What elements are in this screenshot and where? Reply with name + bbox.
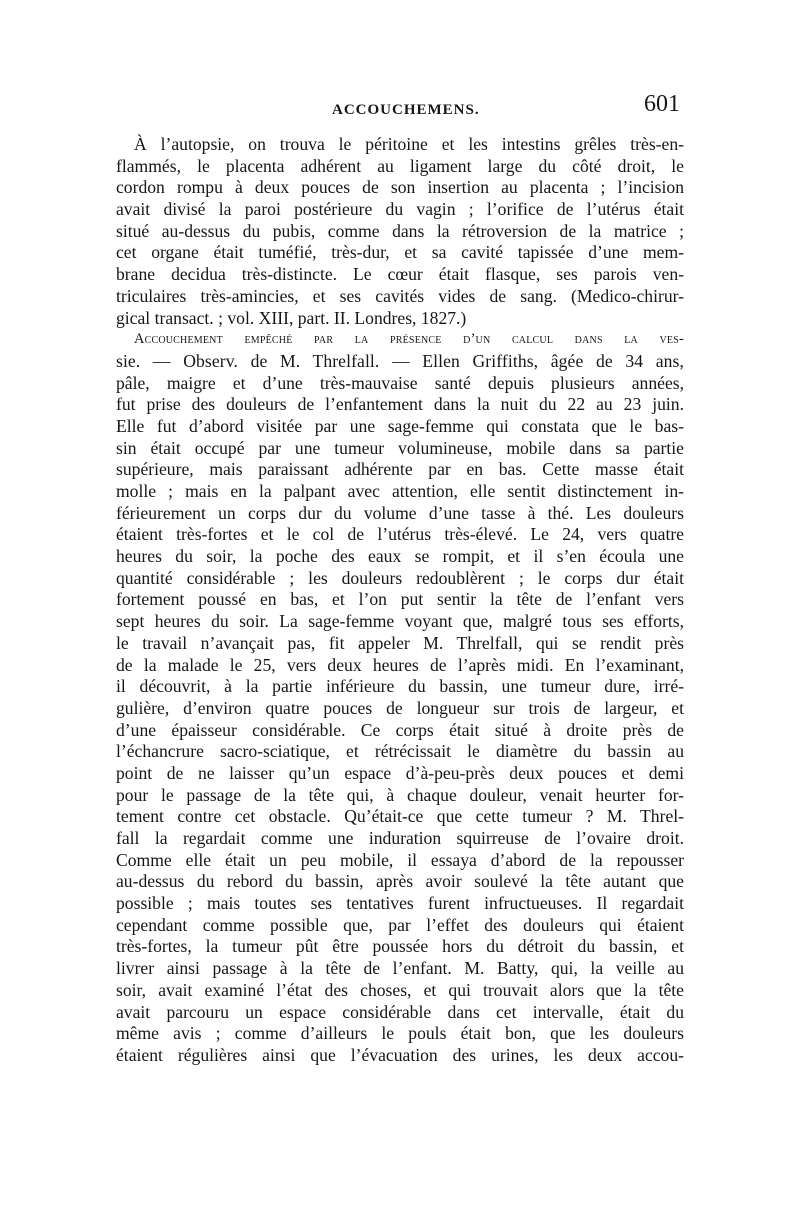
text-line: fall la regardait comme une induration squirreuse de l’ovaire droit.	[116, 828, 684, 848]
text-line: pâle, maigre et d’une très-mauvaise santé depuis plusieurs années,	[116, 372, 684, 393]
text-line: supérieure, mais paraissant adhérente par en bas. Cette masse était	[116, 459, 684, 480]
text-line: sept heures du soir. La sage-femme voyant que, malgré tous ses efforts,	[116, 611, 684, 632]
text-line: gulière, d’environ quatre pouces de longueur sur trois de largeur, et	[116, 697, 684, 718]
text-line: pour le passage de la tête qui, à chaque douleur, venait heurter for-	[116, 784, 684, 805]
text-line: cependant comme possible que, par l’effet des douleurs qui étaient	[116, 914, 684, 935]
text-line: possible ; mais toutes ses tentatives furent infructueuses. Il regardait	[116, 893, 684, 914]
text-line: fut prise des douleurs de l’enfantement dans la nuit du 22 au 23 juin.	[116, 394, 684, 415]
text-line: sie. — Observ. de M. Threlfall. — Ellen Griffiths, âgée de 34 ans,	[116, 350, 684, 371]
text-line: étaient régulières ainsi que l’évacuation des urines, les deux accou-	[116, 1044, 684, 1065]
page-header	[112, 92, 680, 126]
text-line: avait parcouru un espace considérable dans cet intervalle, était du	[116, 1001, 684, 1022]
text-line: fortement poussé en bas, et l’on put sentir la tête de l’enfant vers	[116, 589, 684, 610]
text-line: avait divisé la paroi postérieure du vagin ; l’orifice de l’utérus était	[116, 199, 684, 220]
text-line: situé au-dessus du pubis, comme dans la rétroversion de la matrice ;	[116, 220, 684, 241]
text-line: même avis ; comme d’ailleurs le pouls était bon, que les douleurs	[116, 1023, 684, 1044]
text-line: molle ; mais en la palpant avec attention, elle sentit distinctement in-	[116, 481, 684, 501]
text-line: cordon rompu à deux pouces de son insertion au placenta ; l’incision	[116, 177, 684, 198]
text-line: le travail n’avançait pas, fit appeler M. Threlfall, qui se rendit près	[116, 632, 684, 653]
text-line: cet organe était tuméfié, très-dur, et sa cavité tapissée d’une mem-	[116, 242, 684, 263]
text-line: flammés, le placenta adhérent au ligament large du côté droit, le	[116, 155, 684, 176]
text-line: étaient très-fortes et le col de l’utérus très-élevé. Le 24, vers quatre	[116, 524, 684, 545]
text-line: Comme elle était un peu mobile, il essaya d’abord de la repousser	[116, 849, 684, 870]
text-line: Elle fut d’abord visitée par une sage-femme qui constata que le bas-	[116, 415, 684, 436]
text-line: de la malade le 25, vers deux heures de l’après midi. En l’examinant,	[116, 654, 684, 675]
text-line: brane decidua très-distincte. Le cœur était flasque, ses parois ven-	[116, 264, 684, 285]
running-head: ACCOUCHEMENS.	[332, 102, 480, 118]
page-number: 601	[644, 91, 680, 117]
text-line: triculaires très-amincies, et ses cavités vides de sang. (Medico-chirur-	[116, 285, 684, 306]
text-line: l’échancrure sacro-sciatique, et rétrécissait le diamètre du bassin au	[116, 741, 684, 762]
text-line: quantité considérable ; les douleurs redoublèrent ; le corps dur était	[116, 567, 684, 588]
text-line: il découvrit, à la partie inférieure du bassin, une tumeur dure, irré-	[116, 676, 684, 697]
text-line: gical transact. ; vol. XIII, part. II. Londres, 1827.)	[116, 307, 467, 328]
body-text	[116, 134, 684, 1067]
text-line: sin était occupé par une tumeur volumineuse, mobile dans sa partie	[116, 437, 684, 458]
text-line: d’une épaisseur considérable. Ce corps était situé à droite près de	[116, 719, 684, 740]
section-heading-line: Accouchement empêché par la présence d’un calcul dans la ves-	[134, 331, 684, 348]
text-line: À l’autopsie, on trouva le péritoine et les intestins grêles très-en-	[134, 134, 684, 154]
text-line: férieurement un corps dur du volume d’une tasse à thé. Les douleurs	[116, 502, 684, 523]
text-line: très-fortes, la tumeur pût être poussée hors du détroit du bassin, et	[116, 936, 684, 957]
text-line: soir, avait examiné l’état des choses, et qui trouvait alors que la tête	[116, 979, 684, 1000]
text-line: point de ne laisser qu’un espace d’à-peu-près deux pouces et demi	[116, 762, 684, 783]
text-line: tement contre cet obstacle. Qu’était-ce que cette tumeur ? M. Threl-	[116, 806, 684, 827]
text-line: au-dessus du rebord du bassin, après avoir soulevé la tête autant que	[116, 871, 684, 892]
text-line: heures du soir, la poche des eaux se rompit, et il s’en écoula une	[116, 546, 684, 567]
text-line: livrer ainsi passage à la tête de l’enfant. M. Batty, qui, la veille au	[116, 958, 684, 979]
